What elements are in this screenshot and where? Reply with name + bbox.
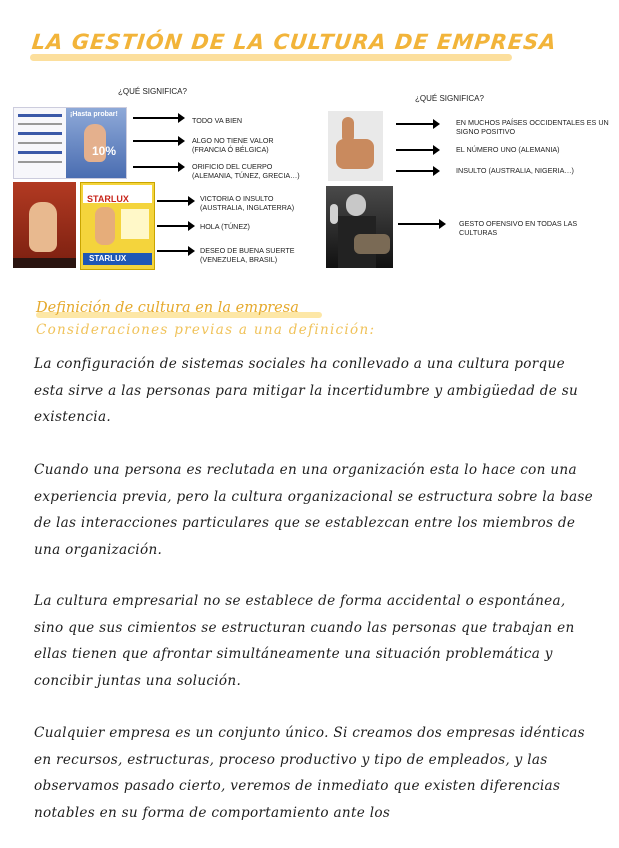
- person-head: [346, 194, 366, 216]
- arrow-right: [133, 117, 181, 119]
- meaning-label: ORIFICIO DEL CUERPO (ALEMANIA, TÚNEZ, GRECIA…): [192, 162, 300, 180]
- flyer-left-column: [14, 108, 66, 178]
- hand-poster-image: [13, 182, 76, 268]
- right-question-heading: ¿QUÉ SIGNIFICA?: [415, 94, 484, 103]
- meaning-label: ALGO NO TIENE VALOR (FRANCIA Ó BÉLGICA): [192, 136, 274, 154]
- arrow-right: [398, 223, 442, 225]
- arrow-right: [133, 140, 181, 142]
- arrow-right: [157, 200, 191, 202]
- thumbs-up-thumb: [342, 117, 354, 143]
- meaning-label: HOLA (TÚNEZ): [200, 222, 250, 231]
- thumbs-up-image: [328, 111, 383, 181]
- hand-poster-hand: [29, 202, 57, 252]
- starlux-logo-bottom: STARLUX: [89, 254, 127, 263]
- arrow-right: [157, 250, 191, 252]
- arrow-right: [396, 149, 436, 151]
- arrow-right: [157, 225, 191, 227]
- flyer-photo: [66, 108, 126, 178]
- arrow-right: [133, 166, 181, 168]
- flyer-image: [13, 107, 127, 179]
- meaning-label: EL NÚMERO UNO (ALEMANIA): [456, 145, 560, 154]
- meaning-label: DESEO DE BUENA SUERTE (VENEZUELA, BRASIL): [200, 246, 295, 264]
- section-subheading: Consideraciones previas a una definición:: [36, 322, 376, 338]
- arrow-right: [396, 170, 436, 172]
- section-heading: Definición de cultura en la empresa: [36, 300, 299, 316]
- thumbs-up-fist: [336, 139, 374, 169]
- starlux-ad-image: [80, 182, 155, 270]
- arrow-right: [396, 123, 436, 125]
- raised-finger: [330, 204, 338, 224]
- meaning-label: GESTO OFENSIVO EN TODAS LAS CULTURAS: [459, 219, 578, 237]
- meaning-label: INSULTO (AUSTRALIA, NIGERIA…): [456, 166, 574, 175]
- middle-finger-photo: [326, 186, 393, 268]
- flyer-headline: ¡Hasta probar!: [70, 111, 118, 118]
- paragraph: La configuración de sistemas sociales ha conllevado a una cultura porque esta sirve a las personas para mitigar la incertidumbre y ambigüedad de su existencia.: [34, 356, 579, 425]
- left-question-heading: ¿QUÉ SIGNIFICA?: [118, 87, 187, 96]
- paragraph: Cuando una persona es reclutada en una organización esta lo hace con una experiencia previa, pero la cultura organizacional se estructura sobre la base de las interacciones particulares que se establezcan entre los miembros de una organización.: [34, 462, 593, 558]
- meaning-label: EN MUCHOS PAÍSES OCCIDENTALES ES UN SIGNO POSITIVO: [456, 118, 609, 136]
- meaning-label: VICTORIA O INSULTO (AUSTRALIA, INGLATERRA): [200, 194, 295, 212]
- meaning-label: TODO VA BIEN: [192, 116, 243, 125]
- title-highlight: [30, 54, 512, 61]
- guitar: [354, 234, 390, 254]
- paragraph: La cultura empresarial no se establece de forma accidental o espontánea, sino que sus cimientos se estructuran cuando las personas que trabajan en ellas tienen que afrontar simultáneamente una situación problemática y concibir juntas una solución.: [34, 593, 575, 689]
- flyer-percent: 10%: [92, 144, 117, 158]
- starlux-hand: [95, 207, 115, 245]
- starlux-logo-top: STARLUX: [87, 194, 129, 204]
- page-title: LA GESTIÓN DE LA CULTURA DE EMPRESA: [30, 30, 558, 54]
- paragraph: Cualquier empresa es un conjunto único. Si creamos dos empresas idénticas en recursos, estructuras, proceso productivo y tipo de empleados, y las observamos pasado cierto, veremos de inmediato que existen diferencias notables en su forma de comportamiento ante los: [34, 725, 585, 821]
